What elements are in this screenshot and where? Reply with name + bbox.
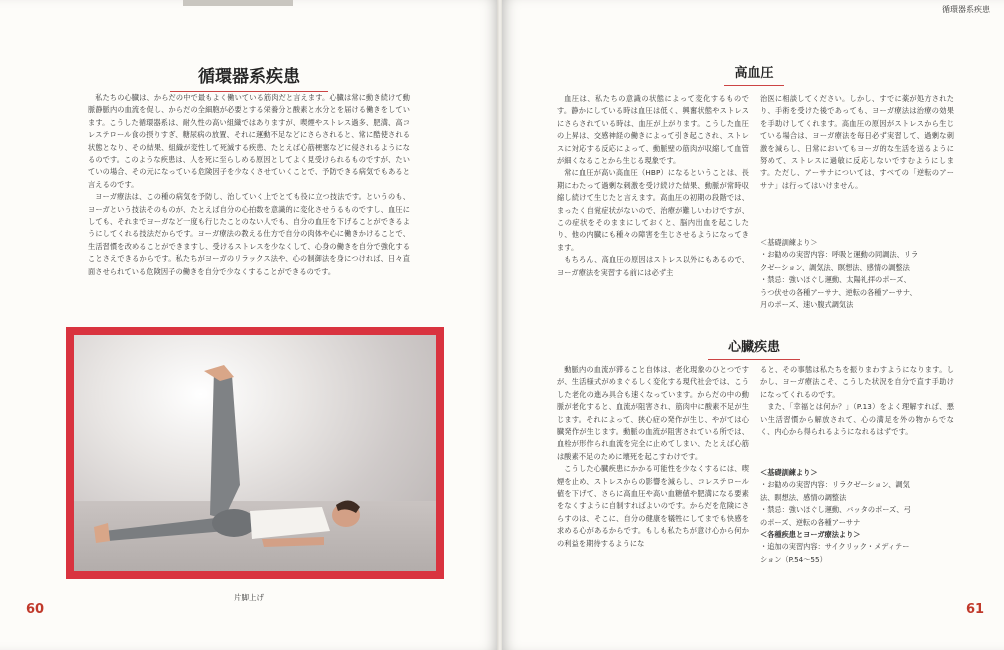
hypertension-col-1	[557, 93, 749, 279]
list-line: ・禁忌：強いほぐし運動、バッタのポーズ、弓	[760, 505, 911, 515]
page-number-left: 60	[26, 602, 45, 617]
list-heading: ＜基礎訓練より＞	[760, 468, 818, 477]
running-head: 循環器系疾患	[942, 5, 990, 14]
hypertension-col-2	[760, 93, 954, 192]
list-line: ・追加の実習内容：サイクリック・メディテー	[760, 542, 910, 552]
list-line: クゼーション、調気法、瞑想法、感情の調整法	[760, 262, 910, 272]
hypertension-paragraph-3: もちろん、高血圧の原因はストレス以外にもあるので、ヨーガ療法を実習する前には必ず主	[557, 255, 749, 277]
hypertension-paragraph-1: 血圧は、私たちの意識の状態によって変化するものです。静かにしている時は血圧は低く、興奮状態やストレスにさらされている時は、血圧が上がります。こうした血圧の上昇は、交感神経の働きによって引き起こされ、ストレスに対応する反応によって、動脈壁の筋肉が収縮して血管が細くなることから生じる現象です。	[557, 94, 749, 166]
list-line: ・お勧めの実習内容：リラクゼーション、調気	[760, 480, 910, 490]
left-body-text	[88, 92, 410, 278]
left-page	[0, 0, 498, 650]
right-page	[502, 0, 1004, 650]
left-paragraph-1: 私たちの心臓は、からだの中で最もよく働いている筋肉だと言えます。心臓は常に動き続けて動脈静脈内の血流を促し、からだの全細胞が必要とする栄養分と酸素と水分とを届ける働きをしています。こうした循環器系は、耐久性の高い組織ではありますが、喫煙やストレス過多、肥満、高コレステロール食の摂りすぎ、糖尿病の放置、それに運動不足などにさらされると、常に酷使される状態となり、その結果、組織が変性して死滅する疾患、たとえば心筋梗塞などに侵されるようになるのです。このような疾患は、人を死に至らしめる原因としてよく見受けられるものですが、たいていの場合、その元になっている危険因子を少なくさせていくことで、予防できる病気でもあると言えるのです。	[88, 93, 410, 189]
heart-paragraph-2: こうした心臓疾患にかかる可能性を少なくするには、喫煙を止め、ストレスからの影響を減らし、コレステロール値を下げて、さらに高血圧や高い血糖値や肥満になる要素をなくすように自制すればよいのです。からだを危険にさらすのは、そこに、自分の健康を犠牲にしてまでも快感を求める心があるからです。もしも私たちが意け心から何かの利益を期待するようにな	[557, 464, 749, 548]
photo-frame	[66, 327, 444, 579]
left-title-text: 循環器系疾患	[198, 67, 300, 87]
list-line: ・お勧めの実習内容：呼吸と運動の同調法、リラ	[760, 250, 919, 260]
hypertension-list	[760, 237, 918, 311]
page-tab	[183, 0, 293, 6]
list-line: のポーズ、逆転の各種アーサナ	[760, 517, 861, 527]
hypertension-title-text: 高血圧	[734, 66, 774, 81]
list-line: ＜基礎訓練より＞	[760, 238, 818, 247]
person-figure	[74, 335, 436, 571]
hypertension-title	[724, 62, 784, 86]
page-number-right: 61	[966, 602, 985, 617]
hypertension-paragraph-4: 治医に相談してください。しかし、すでに薬が処方されたり、手術を受けた後であっても、ヨーガ療法は治療の効果を手助けしてくれます。高血圧の原因がストレスから生じている場合は、ヨーガ療法を毎日必ず実習して、過剰な刺激を減らし、日常においてもヨーガ的な生活を送るように努めて、ストレスに過敏に反応しないですむようにします。ただし、アーサナについては、すべての「逆転のアーサナ」は行ってはいけません。	[760, 94, 954, 190]
left-section-title	[170, 62, 328, 92]
title-underline	[724, 85, 784, 86]
heart-paragraph-3: ると、その事態は私たちを振りまわすようになります。しかし、ヨーガ療法こそ、こうした状況を自分で直す手助けになってくれるのです。	[760, 365, 954, 399]
list-line: ・禁忌：強いほぐし運動、太陽礼拝のポーズ、	[760, 275, 911, 285]
left-paragraph-2: ヨーガ療法は、この種の病気を予防し、治していく上でとても役に立つ技法です。というのも、ヨーガという技法そのものが、たとえば自分の心拍数を意識的に変化させうるものですし、血圧にしても、それまでヨーガなど一度も行じたことのない人でも、自分の血圧を下げることができるようにしてくれる技法だからです。ヨーガ療法の教える仕方で自分の肉体や心に働きかけることで、生活習慣を改めることができますし、受けるストレスを少なくして、心身の働きを自分で強化することさえできるからです。私たちがヨーガのリラックス法や、心の制御法を身につければ、日々直面させられている危険因子の働きを自分で少なくすることができるのです。	[88, 192, 410, 276]
heart-paragraph-1: 動脈内の血流が滞ること自体は、老化現象のひとつですが、生活様式がめまぐるしく変化する現代社会では、こうした老化の進み具合も速くなっています。からだの中の動脈が老化すると、血流が阻害され、筋肉中に酸素不足が生じます。それによって、狭心症の発作が生じ、やがては心臓発作が生じます。動脈の血流が阻害されている所では、血栓が形作られ血流を完全に止めてしまい、たとえば心筋は酸素不足のために壊死を起こすわけです。	[557, 365, 749, 461]
title-underline	[708, 359, 800, 360]
heart-disease-col-2	[760, 364, 954, 438]
photo-caption: 片脚上げ	[234, 593, 264, 602]
list-line: ション（P.54～55）	[760, 554, 827, 564]
heart-paragraph-4: また、「幸福とは何か？」（P.13）をよく理解すれば、悪い生活習慣から解放されて、心の満足を外の物からでなく、内心から得られるようになれるはずです。	[760, 402, 954, 437]
heart-disease-title	[708, 336, 800, 360]
yoga-leg-raise-photo	[74, 335, 436, 571]
heart-disease-list	[760, 467, 911, 566]
list-line: 法、瞑想法、感情の調整法	[760, 492, 847, 502]
list-line: うつ伏せの各種アーサナ、逆転の各種アーサナ、	[760, 287, 917, 297]
heart-disease-title-text: 心臓疾患	[727, 340, 780, 355]
heart-disease-col-1	[557, 364, 749, 550]
list-heading: ＜各種疾患とヨーガ療法より＞	[760, 530, 861, 540]
list-line: 月のポーズ、速い腹式調気法	[760, 300, 854, 310]
hypertension-paragraph-2: 常に血圧が高い高血圧（HBP）になるということは、長期にわたって過剰な刺激を受け続けた結果、動脈が常時収縮し続けて生じたと言えます。高血圧の初期の段階では、まったく自覚症状がないので、治療が難しいわけですが、この症状をそのままにしておくと、脳内出血を起こしたり、他の内臓にも種々の障害を生じさせるようになってきます。	[557, 168, 749, 252]
